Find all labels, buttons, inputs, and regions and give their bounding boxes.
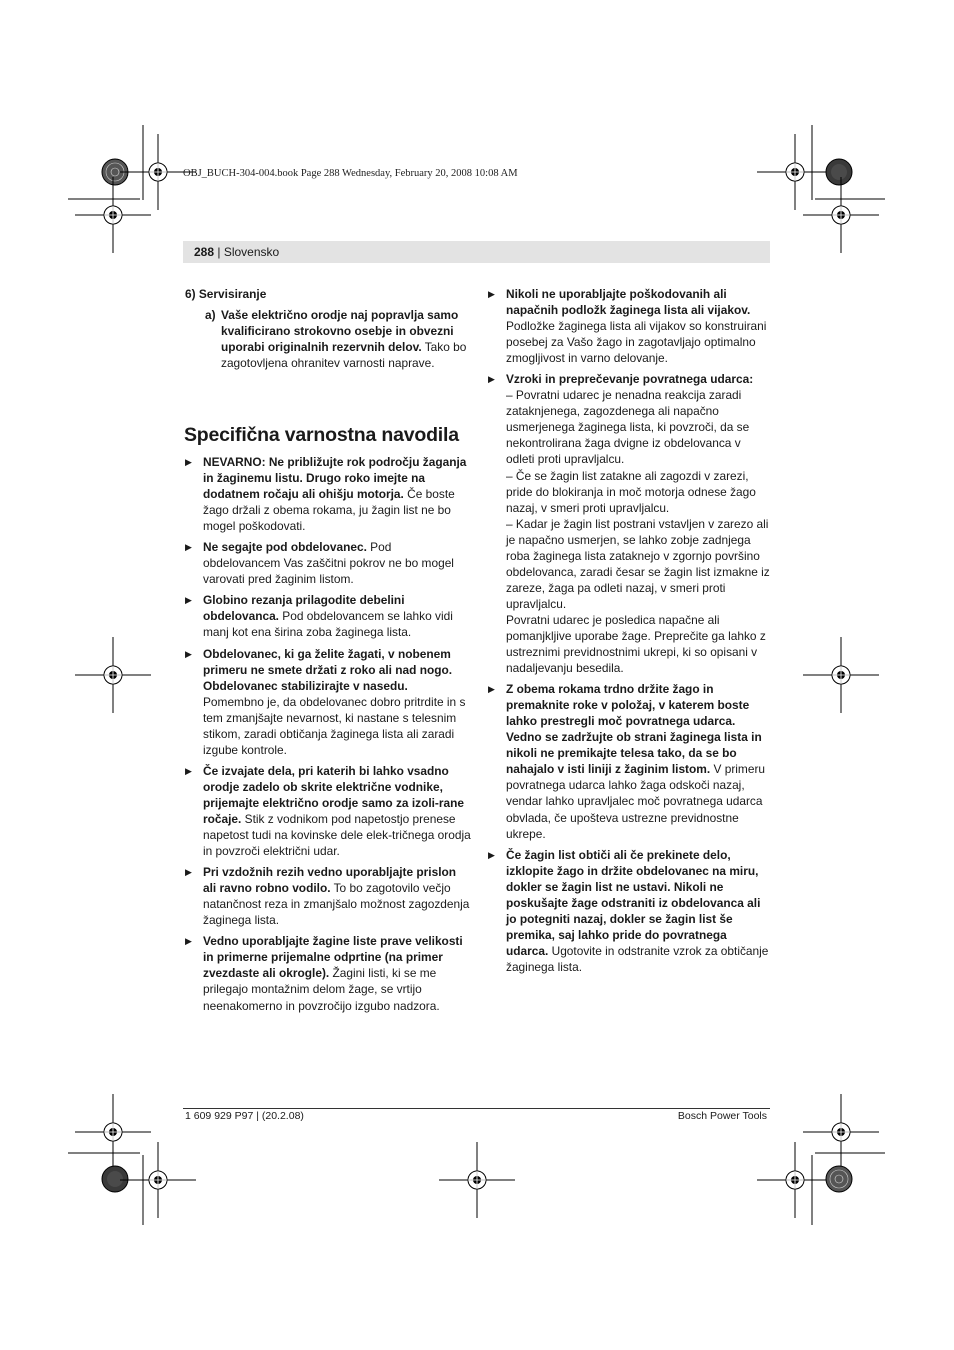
item-bold-text: Vaše električno orodje naj popravlja samo kvalificirano strokovno osebje in obvezni uporabi originalnih rezervnih delov. (221, 308, 459, 355)
safety-bullet: ▶ Če žagin list obtiči ali če prekinete delo, izklopite žago in držite obdelovanec na miru, dokler se žagin list ne ustavi. Nikoli ne poskušajte žage odstraniti iz obdelovanca ali jo potegniti nazaj, dokler se žagin list še premika, saj lahko pride do povratnega udarca. Ugotovite in odstranite vzrok za obtičanje žaginega lista. (488, 847, 769, 974)
bullet-arrow-icon: ▶ (185, 765, 192, 776)
bullet-arrow-icon: ▶ (488, 849, 495, 860)
bullet-arrow-icon: ▶ (185, 595, 192, 606)
kickback-paragraph: – Če se žagin list zatakne ali zagozdi v zarezi, pride do blokiranja in moč motorja odnese žago nazaj, v smeri proti upravljalcu. (506, 468, 756, 515)
bullet-arrow-icon: ▶ (185, 648, 192, 659)
section-title: Specifična varnostna navodila (184, 424, 459, 446)
kickback-bullet (486, 371, 772, 676)
bullet-arrow-icon: ▶ (185, 542, 192, 553)
page-number: 288 (194, 245, 215, 259)
servicing-item-a (185, 307, 467, 371)
bullet-arrow-icon: ▶ (488, 289, 495, 299)
footer-divider (183, 1108, 770, 1109)
safety-bullet: ▶ Če izvajate dela, pri katerih bi lahko vsadno orodje zadelo ob skrite električne vodnike, prijemajte električno orodje samo za izoli-rane ročaje. Stik z vodnikom pod napetostjo prenese napetost tudi na kovinske dele elek-tričnega orodja in povzroči električni udar. (185, 763, 471, 859)
bullet-arrow-icon: ▶ (185, 867, 192, 878)
safety-bullet: ▶ Obdelovanec, ki ga želite žagati, v nobenem primeru ne smete držati z roko ali nad nogo. Obdelovanec stabilizirajte v nasedu. Pomembno je, da obdelovanec dobro pritrdite in s tem zmanjšajte nevarnost, ki nastane s telesnim stikom, zaradi obtičanja žaginega lista ali zaradi izgube kontrole. (185, 646, 466, 757)
safety-bullet: ▶ Nikoli ne uporabljajte poškodovanih ali napačnih podložk žaginega lista ali vijakov. Podložke žaginega lista ali vijakov so konstruirani posebej za Vašo žago in zagotavljajo optimalno zmogljivost in varno delovanje. (488, 287, 767, 366)
safety-bullet: ▶ Pri vzdožnih rezih vedno uporabljajte prislon ali ravno robno vodilo. To bo zagotovilo večjo natančnost reza in zmanjšalo možnost zagozdenja žaginega lista. (185, 865, 470, 928)
item-letter: a) (205, 308, 216, 323)
print-info-line: OBJ_BUCH-304-004.book Page 288 Wednesday, February 20, 2008 10:08 AM (183, 168, 518, 179)
kickback-paragraph: – Kadar je žagin list postrani vstavljen v zarezo ali je napačno usmerjen, se lahko zobje zadnjega roba žaginega lista zataknejo v zgornjo površino obdelovanca, zaradi česar se žagin list izmakne iz zareze, žaga pa odleti nazaj, v smeri proti upravljalcu. (506, 516, 770, 611)
kickback-heading: Vzroki in preprečevanje povratnega udarca: (506, 372, 754, 387)
safety-bullet: ▶ Globino rezanja prilagodite debelini obdelovanca. Pod obdelovancem se lahko vidi manj kot ena širina zoba žaginega lista. (185, 593, 453, 640)
header-separator: | (214, 245, 224, 259)
bullet-arrow-icon: ▶ (488, 684, 495, 695)
footer-document-number: 1 609 929 P97 | (20.2.08) (185, 1110, 304, 1122)
safety-bullet: ▶ Ne segajte pod obdelovanec. Pod obdelovancem Vas zaščitni pokrov ne bo mogel varovati pred žaginim listom. (185, 540, 454, 587)
safety-bullet: ▶ Z obema rokama trdno držite žago in premaknite roke v položaj, v katerem boste lahko prestregli moč povratnega udarca. Vedno se zadržujte ob strani žaginega lista in nikoli ne premikajte telesa tako, da se bo nahajalo v isti liniji z žaginim listom. V primeru povratnega udarca lahko žaga odskoči nazaj, vendar lahko upravljalec moč povratnega udarca obvlada, če upošteva ustrezne previdnostne ukrepe. (488, 682, 766, 841)
bullet-arrow-icon: ▶ (488, 374, 495, 385)
safety-bullet: ▶ NEVARNO: Ne približujte rok področju žaganja in žaginemu listu. Drugo roko imejte na dodatnem ročaju ali ohišju motorja. Če boste žago držali z obema rokama, ju žagin list ne bo mogel poškodovati. (185, 455, 467, 534)
header-language: Slovensko (223, 245, 280, 259)
footer-brand: Bosch Power Tools (677, 1110, 767, 1122)
kickback-paragraph: – Povratni udarec je nenadna reakcija zaradi zataknjenega, zagozdenega ali napačno usmerjenega žaginega lista, ki povzroči, da se nekontrolirana žaga dvigne iz obdelovanca v odleti proti upravljalcu. (506, 388, 750, 467)
page-header (183, 241, 770, 263)
item-text: Tako bo zagotovljena ohranitev varnosti naprave. (221, 340, 467, 371)
bullet-arrow-icon: ▶ (185, 936, 192, 947)
left-column (185, 286, 467, 371)
left-bullet-list (183, 454, 471, 1019)
bullet-arrow-icon: ▶ (185, 457, 192, 467)
kickback-paragraph: Povratni udarec je posledica napačne ali pomanjkljive uporabe žage. Preprečite ga lahko z ustreznimi previdnostnimi ukrepi, ki so opisani v nadaljevanju besedila. (506, 612, 766, 676)
section-heading-servisiranje: 6) Servisiranje (185, 287, 267, 301)
safety-bullet: ▶ Vedno uporabljajte žagine liste prave velikosti in primerne prijemalne odprtine (na primer zvezdaste ali okrogle). Žagini listi, ki se me prilegajo montažnim delom žage, se vrtijo neenakomerno in povzročijo izgubo nadzora. (185, 934, 463, 1013)
right-bullet-list (486, 286, 772, 980)
